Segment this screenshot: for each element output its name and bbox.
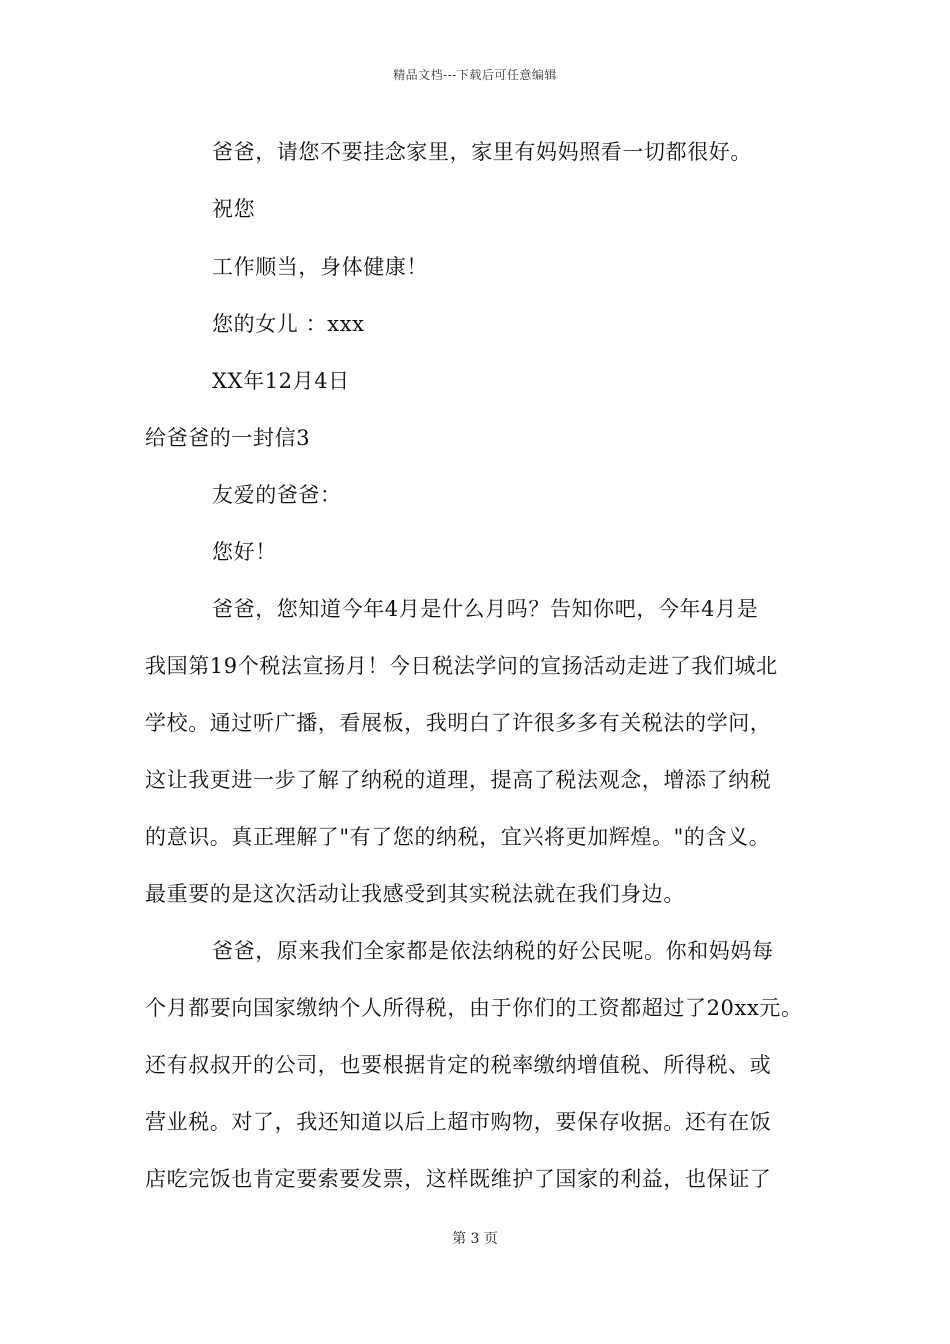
text-line: 这让我更进一步了解了纳税的道理，提高了税法观念，增添了纳税 bbox=[145, 768, 772, 792]
page-header: 精品文档---下载后可任意编辑 bbox=[393, 68, 557, 82]
text-line: XX年12月4日 bbox=[212, 369, 350, 393]
text-line: 祝您 bbox=[212, 197, 256, 221]
text-line: 爸爸，您知道今年4月是什么月吗？告知你吧，今年4月是 bbox=[212, 597, 759, 621]
text-line: 个月都要向国家缴纳个人所得税，由于你们的工资都超过了20xx元。 bbox=[145, 996, 803, 1020]
text-line: 您的女儿 ：xxx bbox=[212, 312, 365, 336]
salutation: 友爱的爸爸： bbox=[212, 483, 342, 507]
greeting: 您好！ bbox=[212, 540, 277, 564]
text-line: 还有叔叔开的公司，也要根据肯定的税率缴纳增值税、所得税、或 bbox=[145, 1053, 772, 1077]
text-line: 最重要的是这次活动让我感受到其实税法就在我们身边。 bbox=[145, 882, 685, 906]
text-line: 学校。通过听广播，看展板，我明白了许很多多有关税法的学问， bbox=[145, 711, 772, 735]
text-line: 店吃完饭也肯定要索要发票，这样既维护了国家的利益，也保证了 bbox=[145, 1167, 772, 1191]
text-line: 爸爸，原来我们全家都是依法纳税的好公民呢。你和妈妈每 bbox=[212, 939, 774, 963]
text-line: 爸爸，请您不要挂念家里，家里有妈妈照看一切都很好。 bbox=[212, 140, 752, 164]
text-line: 营业税。对了，我还知道以后上超市购物，要保存收据。还有在饭 bbox=[145, 1110, 772, 1134]
page-number: 第 3 页 bbox=[452, 1231, 498, 1247]
section-heading: 给爸爸的一封信3 bbox=[145, 426, 311, 450]
text-line: 我国第19个税法宣扬月！今日税法学问的宣扬活动走进了我们城北 bbox=[145, 654, 778, 678]
text-line: 的意识。真正理解了"有了您的纳税，宜兴将更加辉煌。"的含义。 bbox=[145, 825, 771, 849]
text-line: 工作顺当，身体健康！ bbox=[212, 255, 428, 279]
